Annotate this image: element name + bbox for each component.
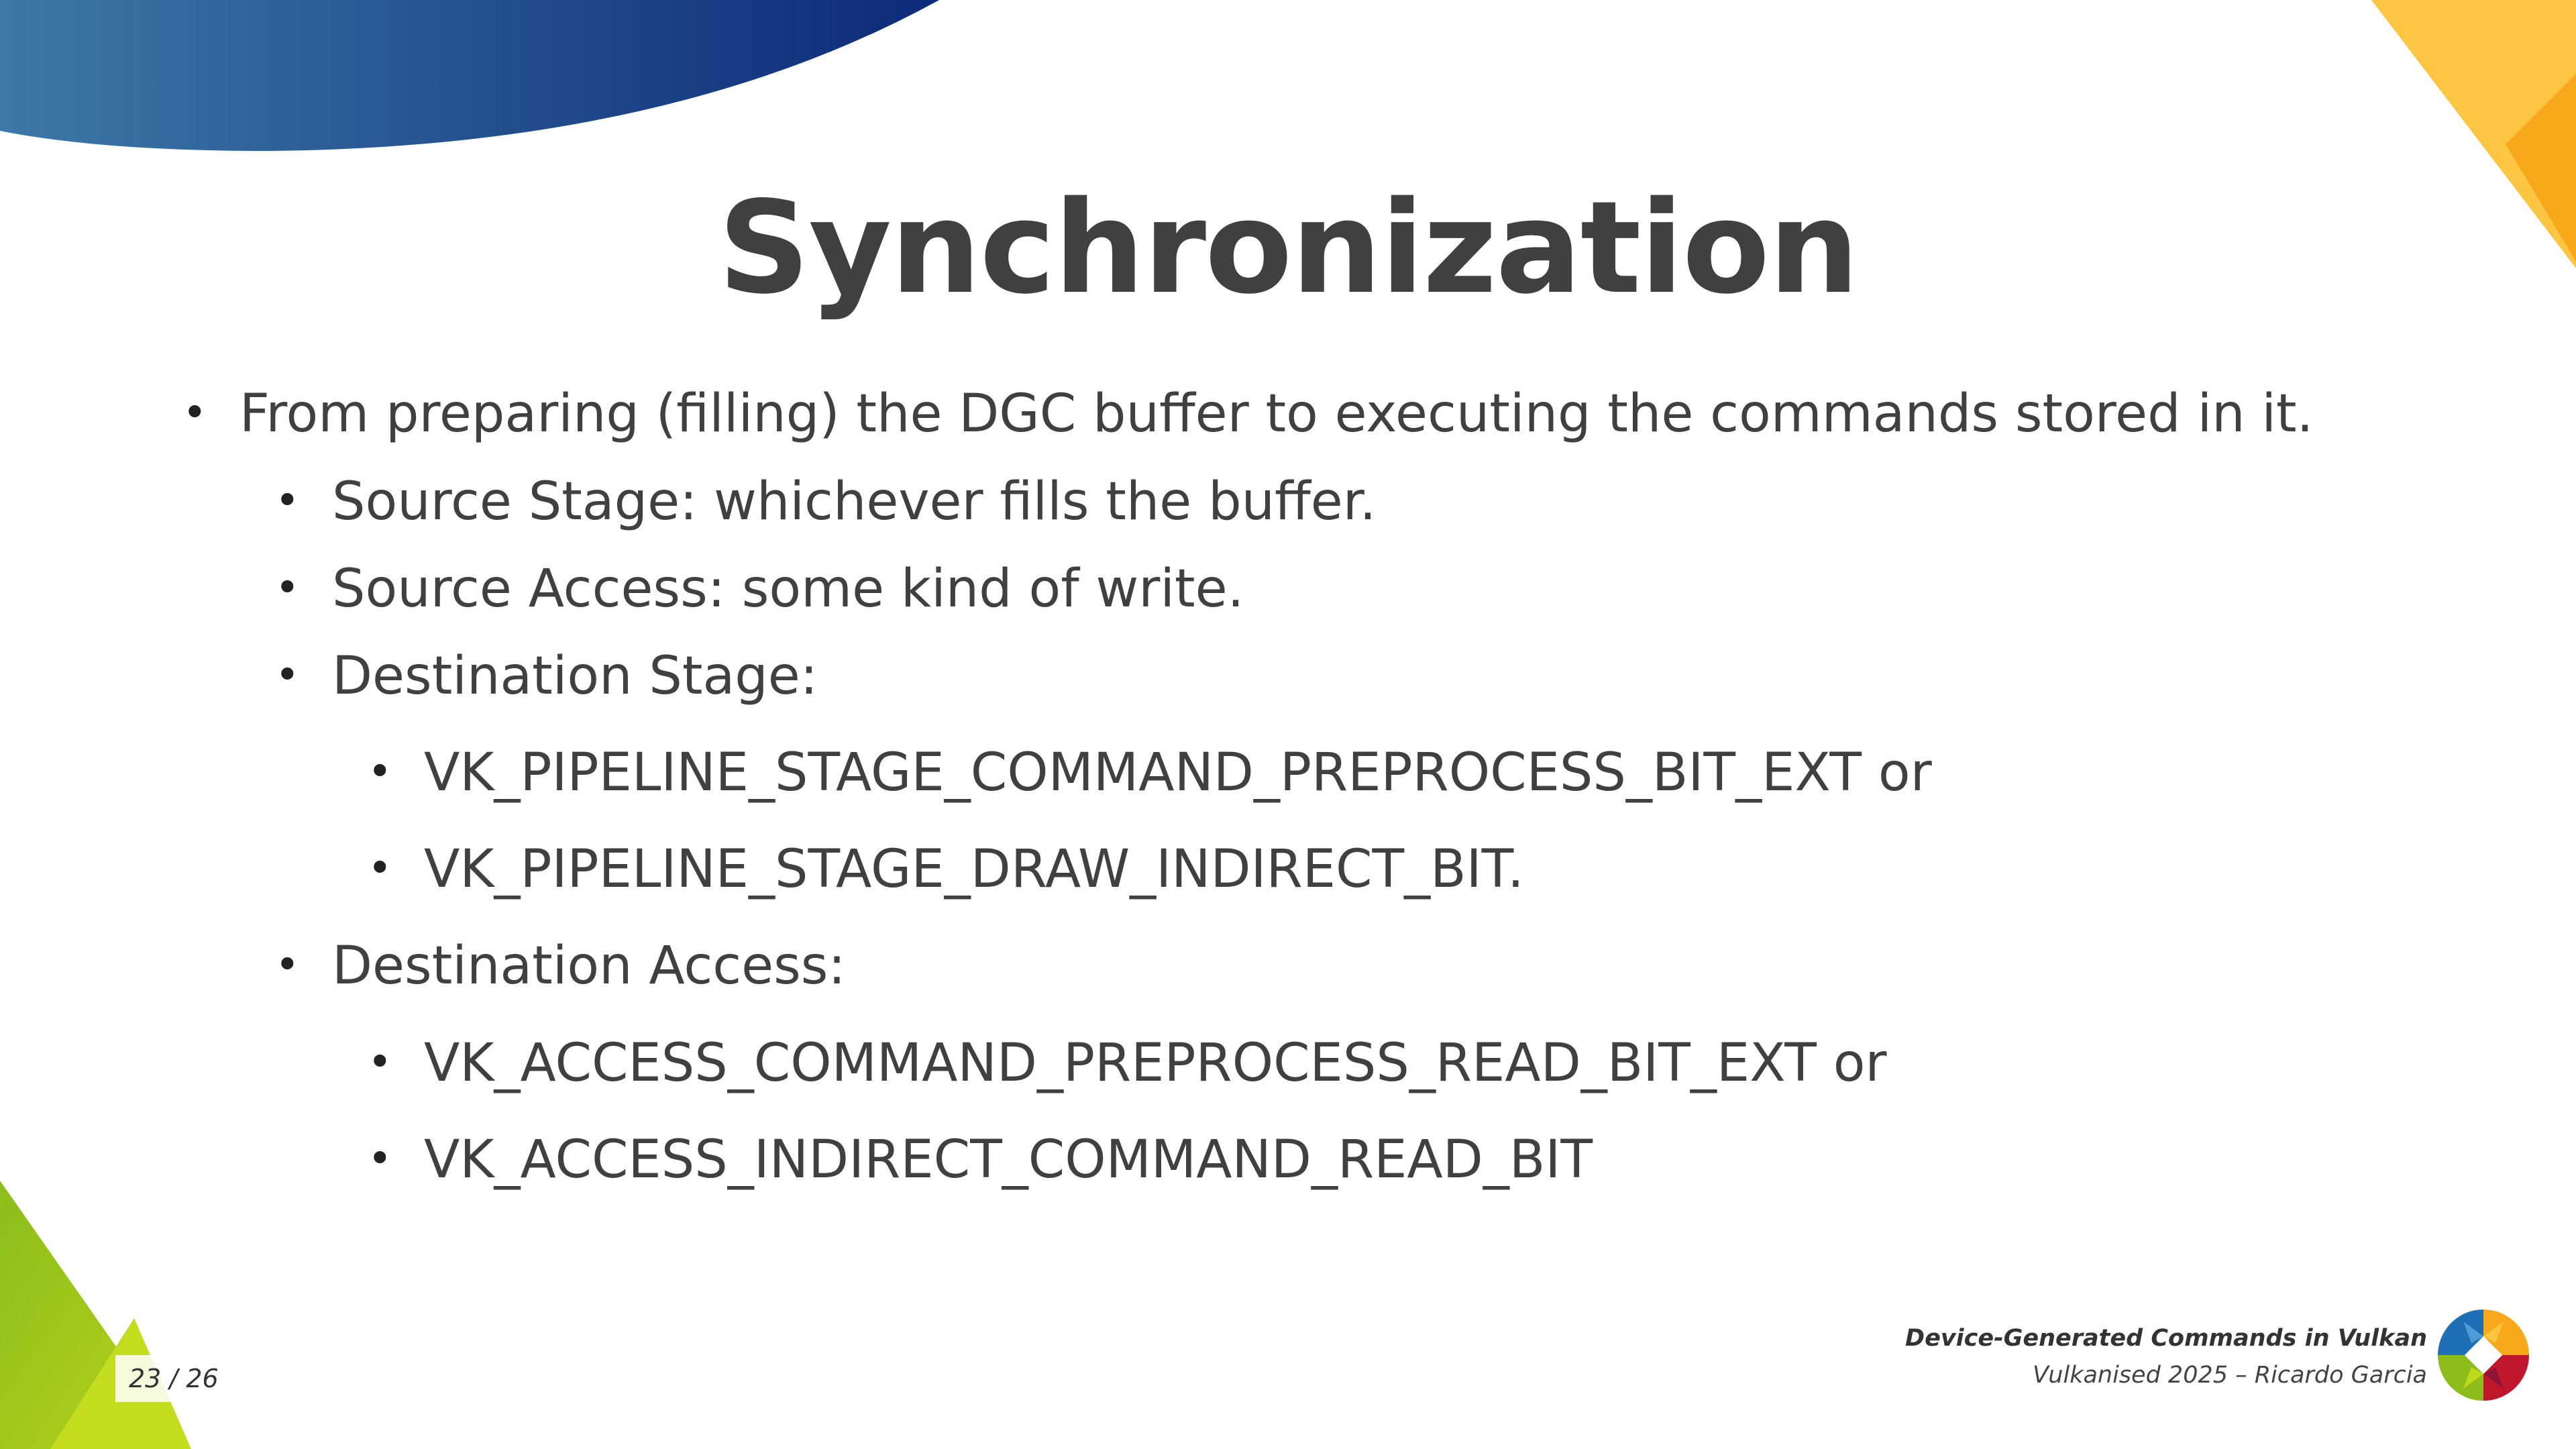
slide-title: Synchronization [718,174,1858,322]
bullet-dot: • [275,563,300,612]
bullet-item: VK_ACCESS_COMMAND_PREPROCESS_READ_BIT_EXT or [424,1033,1887,1093]
bullet-item: VK_ACCESS_INDIRECT_COMMAND_READ_BIT [424,1130,1593,1190]
bullet-dot: • [275,650,300,699]
bullet-item: Destination Access: [332,936,846,996]
bullet-dot: • [275,940,300,989]
bullet-item: Destination Stage: [332,646,818,706]
bullet-item: From preparing (filling) the DGC buffer to executing the commands stored in it. [239,384,2314,444]
bullet-dot: • [275,476,300,525]
bullet-dot: • [368,1037,392,1086]
bullet-item: Source Access: some kind of write. [332,559,1244,619]
bullet-dot: • [182,388,207,437]
bullet-item: VK_PIPELINE_STAGE_DRAW_INDIRECT_BIT. [424,839,1524,900]
bullet-dot: • [368,1134,392,1183]
bullet-item: Source Stage: whichever fills the buffer. [332,472,1377,532]
footer-talk-title: Device-Generated Commands in Vulkan [1905,1325,2427,1352]
bullet-dot: • [368,747,392,796]
vulkan-diamond-logo-icon [2436,1308,2530,1402]
page-number: 23 / 26 [115,1355,229,1402]
footer-event-author: Vulkanised 2025 – Ricardo Garcia [2032,1362,2427,1389]
bullet-dot: • [368,843,392,892]
bullet-item: VK_PIPELINE_STAGE_COMMAND_PREPROCESS_BIT_EXT or [424,743,1932,803]
